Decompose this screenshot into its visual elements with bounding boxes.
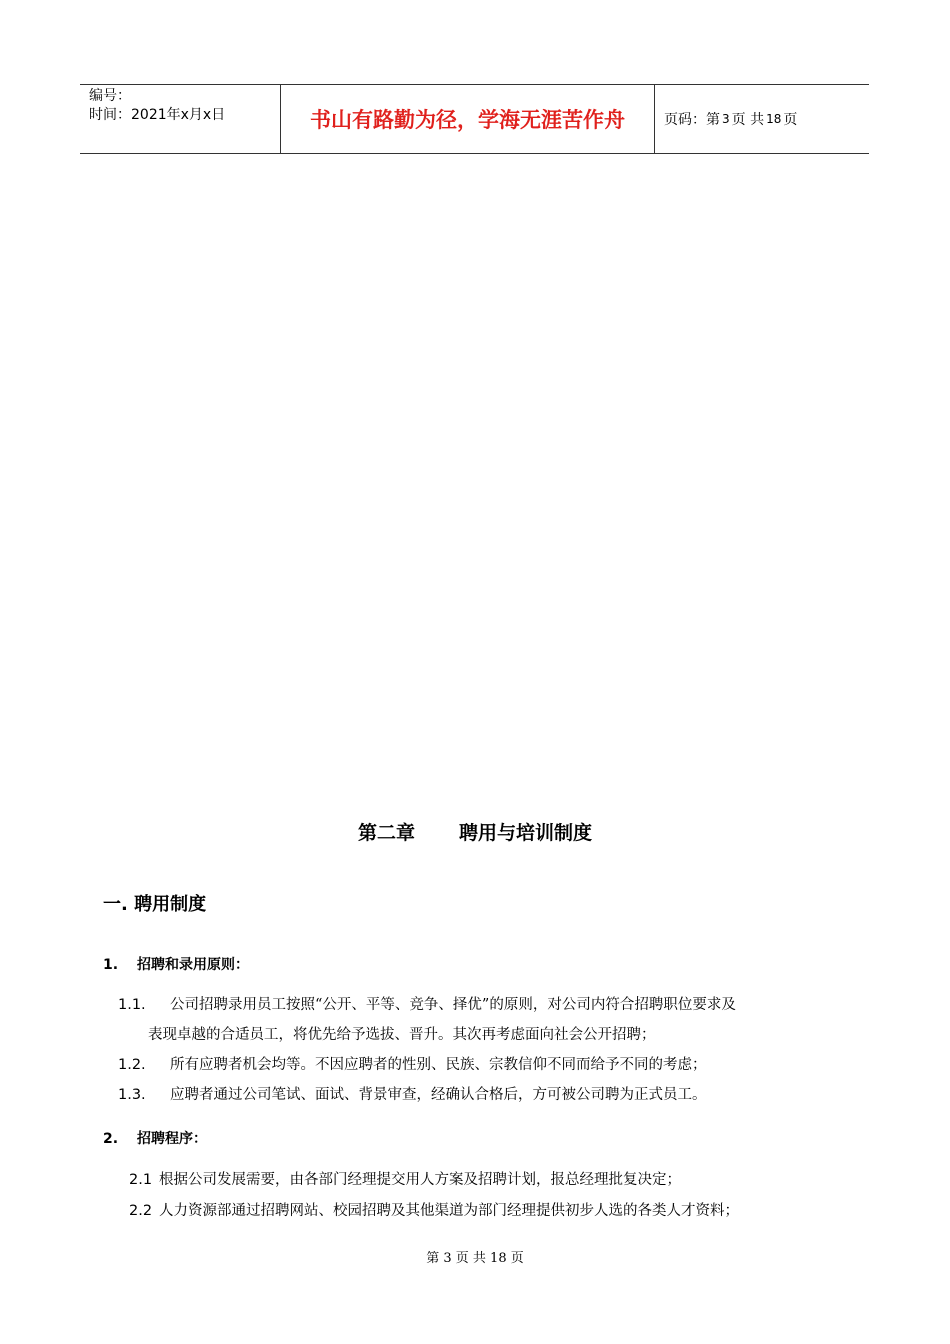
item-number: 1.1. <box>118 997 146 1013</box>
list-item <box>129 1168 681 1189</box>
item-number: 1.2. <box>118 1057 146 1073</box>
subsection-heading <box>103 954 249 974</box>
subsection-heading <box>103 1128 207 1148</box>
list-item <box>118 993 736 1014</box>
subsection-number: 1. <box>103 957 119 973</box>
doc-number-label: 编号： <box>89 88 131 104</box>
page-total: 18 <box>766 112 782 126</box>
page-mid: 页 共 <box>731 112 765 128</box>
subsection-number: 2. <box>103 1131 119 1147</box>
list-item <box>118 1083 707 1104</box>
doc-time-label: 时间：2021年x月x日 <box>89 107 226 123</box>
section-title: 一. 聘用制度 <box>103 894 207 915</box>
item-number: 2.2 <box>129 1203 153 1219</box>
page-header <box>80 84 869 154</box>
item-text: 所有应聘者机会均等。不因应聘者的性别、民族、宗教信仰不同而给予不同的考虑； <box>170 1057 707 1073</box>
header-meta <box>80 85 281 153</box>
header-motto: 书山有路勤为径，学海无涯苦作舟 <box>281 85 655 153</box>
chapter-title: 聘用与培训制度 <box>459 822 593 844</box>
item-number: 1.3. <box>118 1087 146 1103</box>
page-prefix: 页码：第 <box>664 112 720 128</box>
header-page-info <box>655 85 869 153</box>
item-text: 人力资源部通过招聘网站、校园招聘及其他渠道为部门经理提供初步人选的各类人才资料； <box>159 1203 739 1219</box>
page-suffix: 页 <box>783 112 798 128</box>
page-current: 3 <box>722 112 730 126</box>
chapter-number: 第二章 <box>357 822 415 844</box>
item-number: 2.1 <box>129 1172 153 1188</box>
chapter-heading <box>0 818 950 845</box>
subsection-title: 招聘和录用原则： <box>137 957 249 973</box>
page-footer: 第 3 页 共 18 页 <box>426 1251 524 1266</box>
item-text: 应聘者通过公司笔试、面试、背景审查，经确认合格后，方可被公司聘为正式员工。 <box>170 1087 707 1103</box>
item-text: 根据公司发展需要，由各部门经理提交用人方案及招聘计划，报总经理批复决定； <box>159 1172 681 1188</box>
list-item <box>129 1199 739 1220</box>
subsection-title: 招聘程序： <box>137 1131 207 1147</box>
item-text: 公司招聘录用员工按照“公开、平等、竞争、择优”的原则，对公司内符合招聘职位要求及 <box>170 997 736 1013</box>
list-item <box>118 1053 707 1074</box>
list-item-continuation: 表现卓越的合适员工，将优先给予选拔、晋升。其次再考虑面向社会公开招聘； <box>148 1027 656 1043</box>
